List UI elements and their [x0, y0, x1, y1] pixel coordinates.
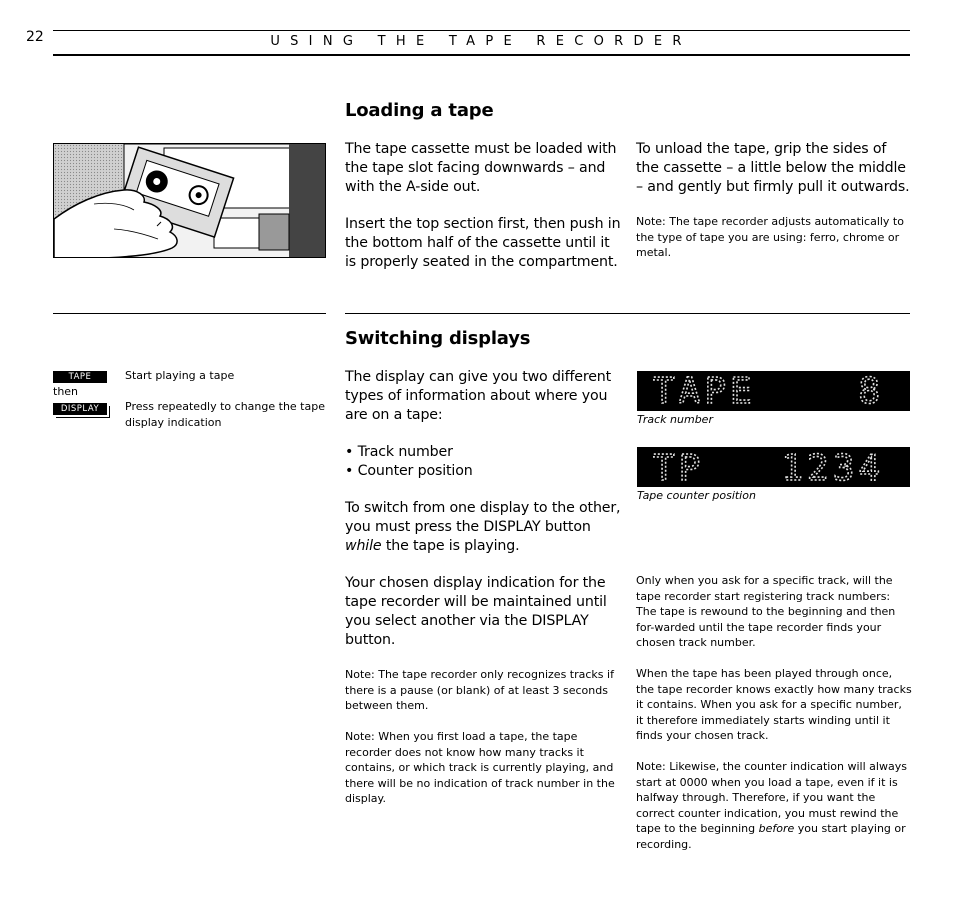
switching-instructions: [345, 368, 623, 668]
counter-note: Note: Likewise, the counter indication will always start at 0000 when you load a tape, even if it is halfway through. Therefore, if you want the correct counter indication, you must rewind the tape to the beginning before you start playing or recording.: [636, 760, 907, 851]
list-item: • Counter position: [345, 462, 623, 481]
section-heading-switching: Switching displays: [345, 328, 531, 349]
tape-key-description: Start playing a tape: [125, 369, 235, 382]
switch-paragraph: To switch from one display to the other, you must press the DISPLAY button while the tape is playing.: [345, 500, 621, 554]
note-paragraph: Note: The tape recorder only recognizes tracks if there is a pause (or blank) of at least 3 seconds between them.: [345, 668, 614, 712]
list-item: • Track number: [345, 443, 623, 462]
unload-instructions: [636, 140, 912, 215]
cassette-loading-illustration: [53, 143, 326, 258]
kept-paragraph: Your chosen display indication for the tape recorder will be maintained until you select another via the DISPLAY button.: [345, 575, 607, 648]
info-paragraph: When the tape has been played through once, the tape recorder knows exactly how many tracks it contains. When you ask for a specific number, it therefore immediately starts winding until it finds your chosen track.: [636, 667, 912, 742]
track-display-text: [637, 371, 910, 411]
loading-paragraph: Insert the top section first, then push in the bottom half of the cassette until it is properly seated in the compartment.: [345, 216, 621, 270]
display-key-description: Press repeatedly to change the tape display indication: [125, 400, 325, 429]
tape-counter-caption: Tape counter position: [637, 489, 756, 502]
then-label: then: [53, 385, 79, 398]
info-paragraph: Only when you ask for a specific track, will the tape recorder start registering track numbers: The tape is rewound to the beginning and then for-warded until the tape recorder finds your chosen track number.: [636, 574, 896, 649]
running-title: USING THE TAPE RECORDER: [270, 34, 692, 49]
section-rule: [345, 313, 910, 314]
counter-display-readout: TP 1234: [653, 448, 885, 487]
display-types-list: [345, 443, 623, 481]
track-number-display: [637, 371, 910, 411]
note-paragraph: Note: When you first load a tape, the tape recorder does not know how many tracks it contains, or which track is currently playing, and there will be no indication of track number in the display.: [345, 730, 615, 805]
sidebar-rule: [53, 313, 326, 314]
track-registration-text: [636, 573, 912, 868]
track-number-caption: Track number: [637, 413, 713, 426]
section-heading-loading: Loading a tape: [345, 100, 494, 121]
tape-key-button: TAPE: [53, 371, 107, 383]
tape-type-note: Note: The tape recorder adjusts automatically to the type of tape you are using: ferro, chrome or metal.: [636, 215, 904, 259]
loading-instructions: [345, 140, 623, 290]
page-number: 22: [26, 29, 44, 45]
loading-paragraph: The tape cassette must be loaded with the tape slot facing downwards – and with the A-side out.: [345, 141, 617, 195]
header-top-rule: [53, 30, 910, 31]
track-display-readout: TAPE 8: [653, 371, 885, 411]
header-bottom-rule: [53, 54, 910, 56]
switching-notes: [345, 667, 619, 822]
unload-paragraph: To unload the tape, grip the sides of the cassette – a little below the middle – and gently but firmly pull it outwards.: [636, 141, 910, 195]
display-key-button: DISPLAY: [53, 403, 107, 415]
tape-counter-display: [637, 447, 910, 487]
intro-paragraph: The display can give you two different types of information about where you are on a tape:: [345, 369, 612, 423]
